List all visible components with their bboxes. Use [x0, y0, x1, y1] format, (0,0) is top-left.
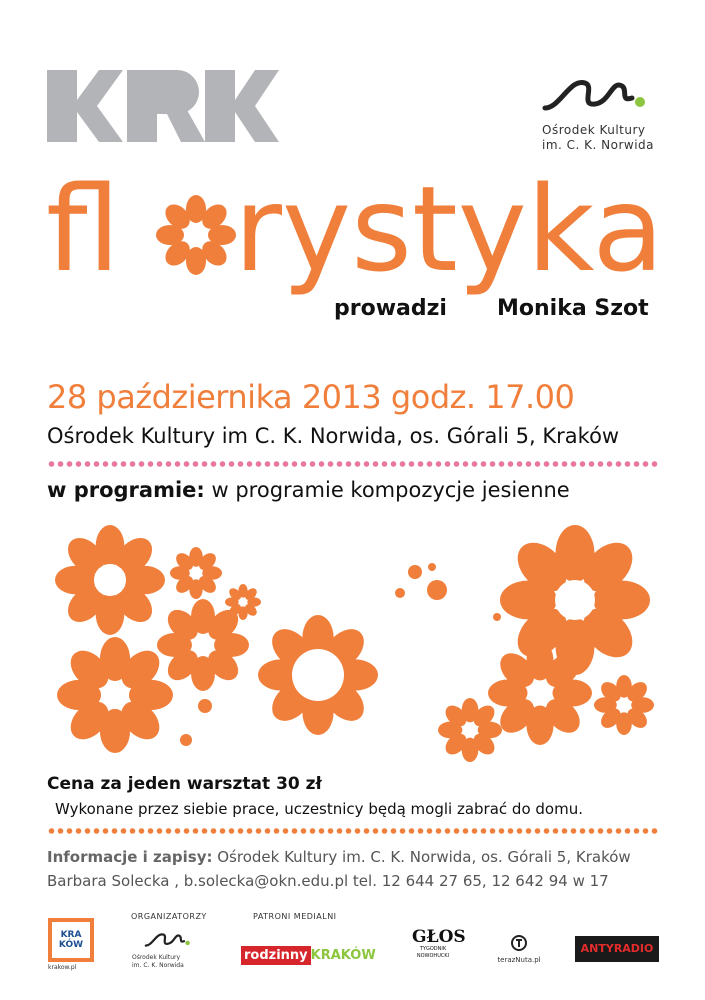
program-line [47, 478, 570, 502]
okn-signature-icon [540, 68, 660, 118]
okn-signature-icon [140, 928, 200, 950]
program-label: w programie: [47, 478, 205, 502]
rodzinny-krakow-text: KRAKÓW [310, 948, 376, 963]
info-address: Ośrodek Kultury im. C. K. Norwida, os. Górali 5, Kraków [217, 848, 631, 866]
event-venue: Ośrodek Kultury im C. K. Norwida, os. Górali 5, Kraków [47, 424, 620, 448]
patrons-label: PATRONI MEDIALNI [253, 912, 337, 921]
title-graphic [46, 160, 666, 300]
leader-prefix: prowadzi [334, 296, 447, 321]
title-letters-fl: fl [46, 160, 121, 298]
okn-small-line1: Ośrodek Kultury [132, 954, 181, 961]
glos-sub1: TYGODNIK [419, 946, 447, 952]
organizer-okn-logo [130, 928, 230, 972]
teraznuta-icon [509, 934, 529, 952]
event-title [46, 160, 666, 300]
rodzinny-text: rodzinny [241, 946, 311, 965]
price: Cena za jeden warsztat 30 zł [47, 774, 322, 794]
glos-sub2: NOWOHUCKI [416, 953, 450, 959]
okn-logo-line1: Ośrodek Kultury [542, 123, 646, 137]
okn-logo [540, 68, 660, 158]
orange-dotted-divider [47, 828, 659, 834]
title-flower-icon [156, 195, 236, 275]
antyradio-logo [575, 936, 659, 962]
title-letters-rystyka: rystyka [234, 160, 664, 298]
okn-logo-line2: im. C. K. Norwida [542, 138, 655, 152]
krakow-logo-text: KRA KÓW [58, 930, 84, 950]
event-date: 28 października 2013 godz. 17.00 [47, 378, 575, 416]
leader-name: Monika Szot [497, 296, 649, 321]
info-contact: Barbara Solecka , b.solecka@okn.edu.pl tel. 12 644 27 65, 12 642 94 w 17 [47, 872, 609, 890]
glos-title: GŁOS [412, 927, 466, 947]
teraznuta-text: terazNuta.pl [497, 956, 541, 964]
teraznuta-logo [494, 934, 544, 968]
krakow-logo [48, 918, 98, 974]
glos-logo [412, 927, 466, 970]
antyradio-text: ANTYRADIO [580, 942, 654, 955]
okn-small-line2: im. C. K. Norwida [132, 962, 184, 969]
take-home-note: Wykonane przez siebie prace, uczestnicy będą mogli zabrać do domu. [55, 800, 583, 818]
decorative-flowers [0, 515, 705, 765]
krakow-url: krakow.pl [48, 964, 77, 971]
pink-dotted-divider [47, 461, 659, 467]
organizers-label: ORGANIZATORZY [131, 912, 207, 921]
rodzinny-krakow-logo [241, 944, 381, 968]
info-line-1 [47, 848, 631, 866]
program-text: w programie kompozycje jesienne [211, 478, 570, 502]
info-label: Informacje i zapisy: [47, 848, 213, 866]
krk-logo [47, 70, 279, 142]
